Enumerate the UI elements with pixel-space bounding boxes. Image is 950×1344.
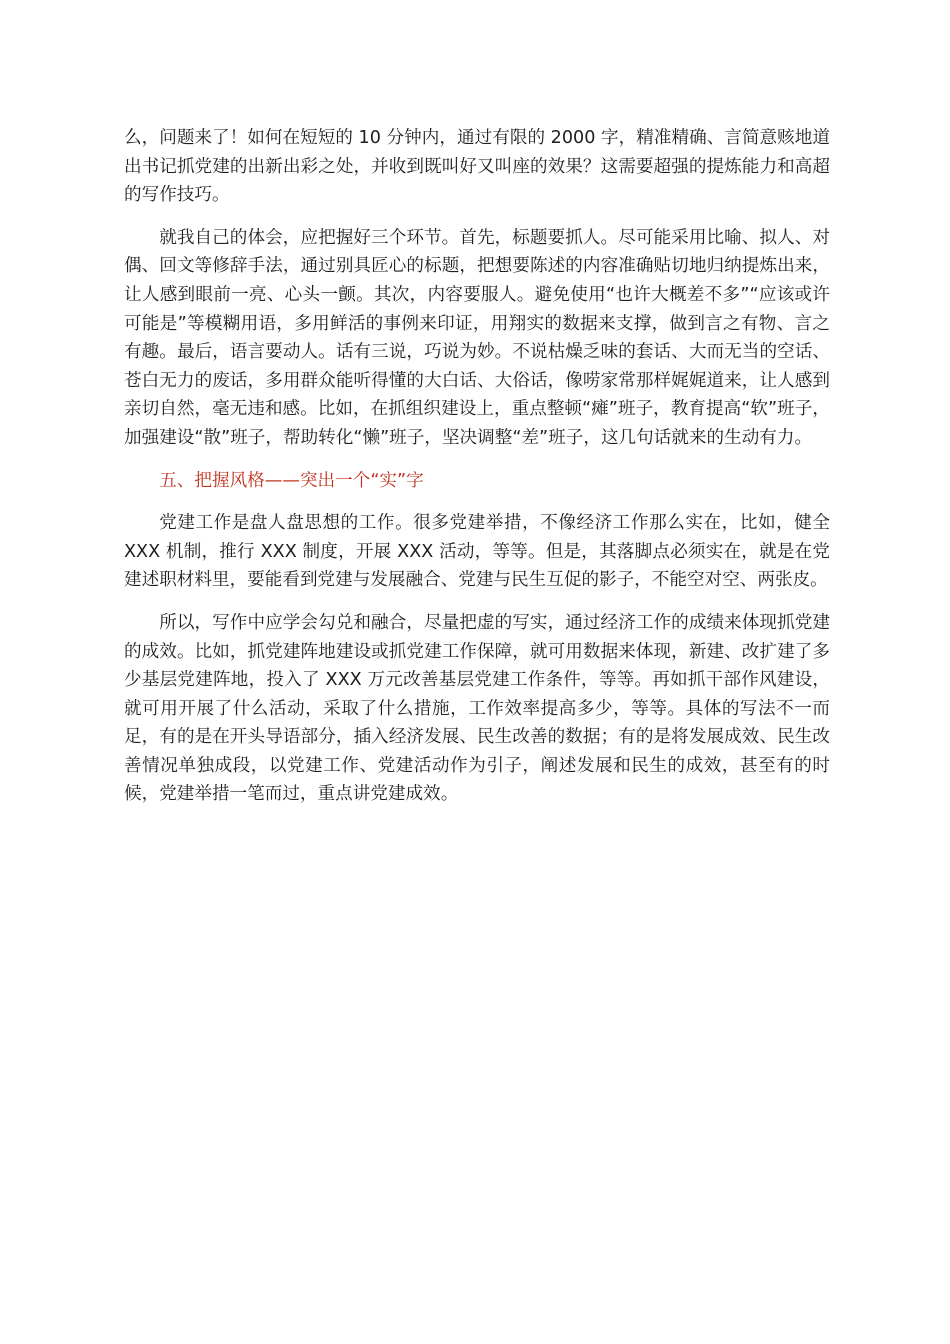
paragraph-party-work: 党建工作是盘人盘思想的工作。很多党建举措，不像经济工作那么实在，比如，健全 XXX 机制，推行 XXX 制度，开展 XXX 活动，等等。但是，其落脚点必须实在，就是在党建述职材料里，要能看到党建与发展融合、党建与民生互促的影子，不能空对空、两张皮。 bbox=[124, 513, 830, 591]
paragraph-continuation: 么，问题来了！如何在短短的 10 分钟内，通过有限的 2000 字，精准精确、言简意赅地道出书记抓党建的出新出彩之处，并收到既叫好又叫座的效果？这需要超强的提炼能力和高超的写作技巧。 bbox=[124, 128, 830, 206]
section-heading: 五、把握风格——突出一个“实”字 bbox=[159, 470, 424, 491]
paragraph-three-links: 就我自己的体会，应把握好三个环节。首先，标题要抓人。尽可能采用比喻、拟人、对偶、回文等修辞手法，通过别具匠心的标题，把想要陈述的内容准确贴切地归纳提炼出来，让人感到眼前一亮、心头一颤。其次，内容要服人。避免使用“也许大概差不多”“应该或许可能是”等模糊用语，多用鲜活的事例来印证，用翔实的数据来支撑，做到言之有物、言之有趣。最后，语言要动人。话有三说，巧说为妙。不说枯燥乏味的套话、大而无当的空话、苍白无力的废话，多用群众能听得懂的大白话、大俗话，像唠家常那样娓娓道来，让人感到亲切自然，毫无违和感。比如，在抓组织建设上，重点整顿“瘫”班子，教育提高“软”班子，加强建设“散”班子，帮助转化“懒”班子，坚决调整“差”班子，这几句话就来的生动有力。 bbox=[124, 227, 830, 448]
paragraph-writing-method: 所以，写作中应学会勾兑和融合，尽量把虚的写实，通过经济工作的成绩来体现抓党建的成效。比如，抓党建阵地建设或抓党建工作保障，就可用数据来体现，新建、改扩建了多少基层党建阵地，投入了 XXX 万元改善基层党建工作条件，等等。再如抓干部作风建设，就可用开展了什么活动，采取了什么措施，工作效率提高多少，等等。具体的写法不一而足，有的是在开头导语部分，插入经济发展、民生改善的数据；有的是将发展成效、民生改善情况单独成段，以党建工作、党建活动作为引子，阐述发展和民生的成效，甚至有的时候，党建举措一笔而过，重点讲党建成效。 bbox=[124, 612, 830, 805]
document-page bbox=[124, 124, 830, 823]
